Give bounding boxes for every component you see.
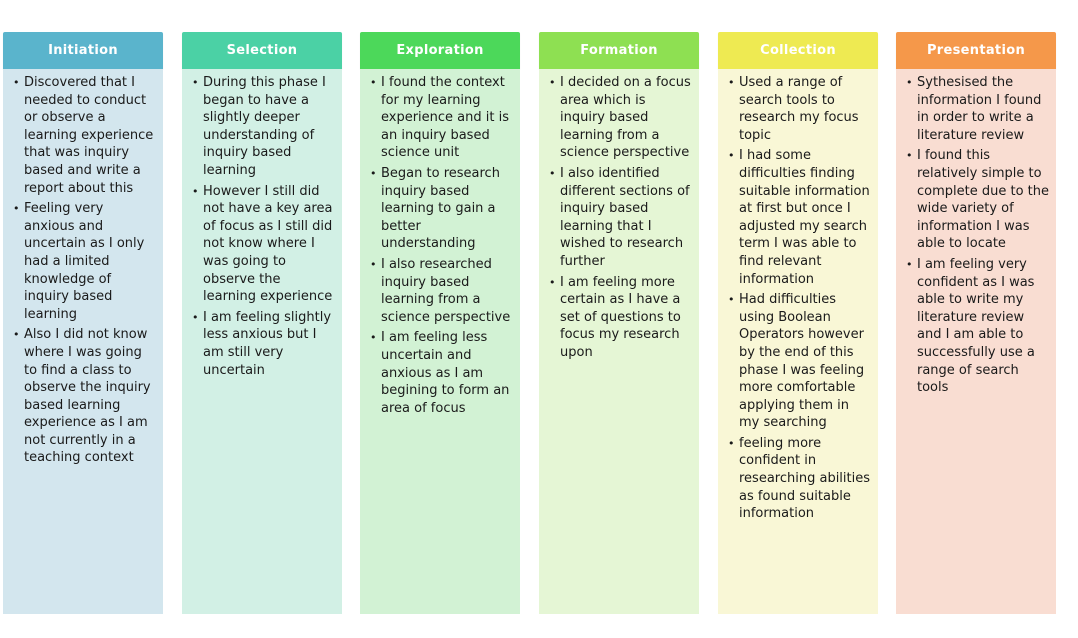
- bullet-item: [13, 200, 157, 323]
- bullet-text: During this phase I began to have a slightly deeper understanding of inquiry based learning: [203, 75, 326, 178]
- stage-body: [718, 69, 878, 614]
- stage-body: [896, 69, 1056, 614]
- bullet-item: [549, 274, 693, 362]
- bullet-icon: •: [549, 166, 556, 180]
- bullet-item: [370, 74, 514, 162]
- bullet-text: feeling more confident in researching abilities as found suitable information: [739, 435, 871, 522]
- bullet-list: [728, 74, 872, 523]
- stage-column-exploration: [360, 32, 520, 614]
- bullet-text: I am feeling less uncertain and anxious as I am begining to form an area of focus: [381, 330, 510, 416]
- stage-header: Initiation: [3, 32, 163, 69]
- stage-body: [539, 69, 699, 614]
- bullet-text: I had some difficulties finding suitable information at first but once I adjusted my search term I was able to find relevant information: [739, 148, 870, 287]
- stage-column-initiation: [3, 32, 163, 614]
- bullet-icon: •: [549, 275, 556, 289]
- bullet-item: [728, 74, 872, 144]
- bullet-text: I also identified different sections of inquiry based learning that I wished to research further: [560, 165, 690, 269]
- bullet-text: I found this relatively simple to complete due to the wide variety of information I was able to locate: [917, 148, 1049, 252]
- bullet-icon: •: [192, 310, 199, 324]
- stage-column-presentation: [896, 32, 1056, 614]
- stage-body: [360, 69, 520, 614]
- bullet-list: [192, 74, 336, 379]
- bullet-list: [906, 74, 1050, 397]
- bullet-item: [549, 74, 693, 162]
- bullet-item: [728, 291, 872, 432]
- stage-header: Formation: [539, 32, 699, 69]
- bullet-text: Began to research inquiry based learning to gain a better understanding: [381, 165, 500, 252]
- bullet-icon: •: [728, 76, 735, 89]
- bullet-icon: •: [370, 257, 377, 271]
- bullet-text: I found the context for my learning experience and it is an inquiry based science unit: [381, 75, 510, 161]
- bullet-text: Sythesised the information I found in order to write a literature review: [917, 75, 1042, 143]
- bullet-text: Used a range of search tools to research my focus topic: [739, 75, 859, 143]
- bullet-item: [728, 435, 872, 523]
- bullet-icon: •: [192, 76, 199, 89]
- bullet-icon: •: [728, 436, 735, 450]
- bullet-icon: •: [906, 149, 913, 163]
- stage-column-collection: [718, 32, 878, 614]
- bullet-list: [13, 74, 157, 467]
- bullet-icon: •: [549, 76, 556, 89]
- stage-body: [3, 69, 163, 614]
- bullet-icon: •: [370, 331, 377, 345]
- bullet-icon: •: [906, 76, 913, 89]
- stage-column-selection: [182, 32, 342, 614]
- bullet-icon: •: [192, 184, 199, 198]
- bullet-text: I am feeling very confident as I was able to write my literature review and I am able to successfully use a range of search tools: [917, 256, 1035, 396]
- stage-body: [182, 69, 342, 614]
- bullet-text: Had difficulties using Boolean Operators however by the end of this phase I was feeling more comfortable applying them in my searching: [739, 292, 865, 431]
- bullet-item: [192, 74, 336, 180]
- bullet-item: [549, 165, 693, 271]
- stage-header: Selection: [182, 32, 342, 69]
- bullet-icon: •: [13, 328, 20, 342]
- bullet-text: Feeling very anxious and uncertain as I only had a limited knowledge of inquiry based learning: [24, 201, 145, 322]
- bullet-item: [728, 147, 872, 288]
- bullet-item: [370, 165, 514, 253]
- bullet-icon: •: [13, 202, 20, 216]
- bullet-text: Discovered that I needed to conduct or observe a learning experience that was inquiry based and write a report about this: [24, 75, 154, 196]
- bullet-icon: •: [370, 76, 377, 89]
- bullet-list: [370, 74, 514, 417]
- bullet-text: I decided on a focus area which is inquiry based learning from a science perspective: [560, 75, 691, 161]
- bullet-icon: •: [370, 166, 377, 180]
- stage-header: Exploration: [360, 32, 520, 69]
- bullet-icon: •: [728, 293, 735, 307]
- bullet-list: [549, 74, 693, 362]
- stage-header: Presentation: [896, 32, 1056, 69]
- bullet-item: [906, 147, 1050, 253]
- bullet-icon: •: [728, 149, 735, 163]
- bullet-icon: •: [906, 257, 913, 271]
- bullet-text: However I still did not have a key area of focus as I still did not know where I was going to observe the learning experience: [203, 183, 333, 305]
- stage-column-formation: [539, 32, 699, 614]
- bullet-text: I am feeling more certain as I have a set of questions to focus my research upon: [560, 274, 681, 360]
- stage-header: Collection: [718, 32, 878, 69]
- bullet-text: I am feeling slightly less anxious but I am still very uncertain: [203, 309, 332, 378]
- bullet-item: [370, 329, 514, 417]
- bullet-item: [370, 256, 514, 326]
- bullet-item: [906, 256, 1050, 397]
- bullet-item: [906, 74, 1050, 144]
- bullet-text: Also I did not know where I was going to find a class to observe the inquiry based learning experience as I am not currently in a teaching context: [24, 327, 151, 466]
- bullet-item: [13, 74, 157, 197]
- bullet-item: [192, 183, 336, 306]
- bullet-item: [13, 326, 157, 467]
- bullet-icon: •: [13, 76, 20, 89]
- bullet-text: I also researched inquiry based learning from a science perspective: [381, 256, 511, 325]
- bullet-item: [192, 309, 336, 379]
